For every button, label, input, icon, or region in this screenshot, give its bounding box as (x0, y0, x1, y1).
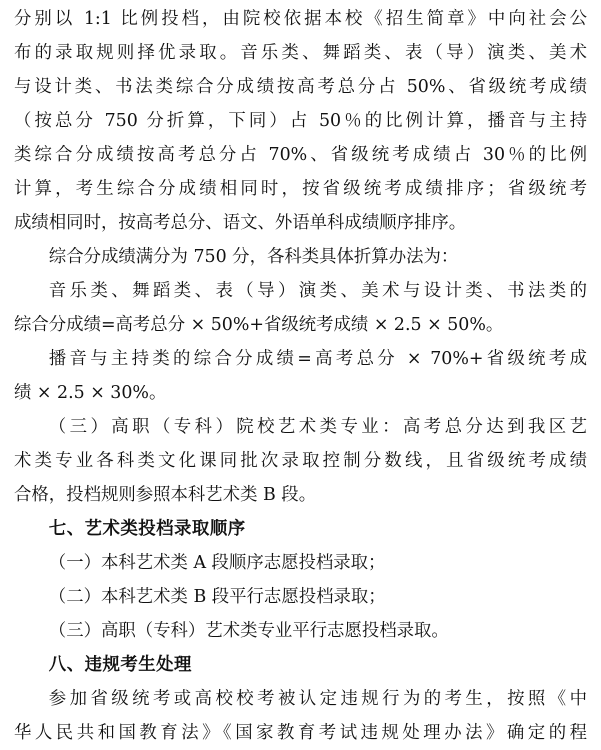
text-line: 合格，投档规则参照本科艺术类 B 段。 (14, 485, 317, 505)
text-line: 播音与主持类的综合分成绩=高考总分 × 70%+省级统考成 (48, 349, 587, 369)
list-item: （二）本科艺术类 B 段平行志愿投档录取； (48, 587, 386, 607)
text-line: 计算，考生综合分成绩相同时，按省级统考成绩排序；省级统考 (14, 179, 587, 199)
text-line: 绩 × 2.5 × 30%。 (14, 383, 167, 403)
text-line: 与设计类、书法类综合分成绩按高考总分占 50%、省级统考成绩 (14, 77, 587, 97)
text-line: 综合分成绩满分为 750 分，各科类具体折算办法为： (48, 247, 459, 267)
text-line: 成绩相同时，按高考总分、语文、外语单科成绩顺序排序。 (14, 213, 467, 233)
list-item: （三）高职（专科）艺术类专业平行志愿投档录取。 (48, 621, 449, 641)
text-line: 参加省级统考或高校校考被认定违规行为的考生，按照《中 (48, 689, 587, 709)
text-line: 综合分成绩=高考总分 × 50%+省级统考成绩 × 2.5 × 50%。 (14, 315, 504, 335)
text-line: 布的录取规则择优录取。音乐类、舞蹈类、表（导）演类、美术 (14, 43, 587, 63)
text-line: 音乐类、舞蹈类、表（导）演类、美术与设计类、书法类的 (48, 281, 587, 301)
text-line: 术类专业各科类文化课同批次录取控制分数线，且省级统考成绩 (14, 451, 587, 471)
text-line: （三）高职（专科）院校艺术类专业：高考总分达到我区艺 (48, 417, 587, 437)
text-line: 分别以 1:1 比例投档，由院校依据本校《招生简章》中向社会公 (14, 9, 587, 29)
section-heading-7: 七、艺术类投档录取顺序 (48, 519, 246, 539)
text-line: 类综合分成绩按高考总分占 70%、省级统考成绩占 30％的比例 (14, 145, 587, 165)
section-heading-8: 八、违规考生处理 (48, 655, 192, 675)
list-item: （一）本科艺术类 A 段顺序志愿投档录取； (48, 553, 386, 573)
text-line: 华人民共和国教育法》《国家教育考试违规处理办法》确定的程 (14, 723, 587, 743)
text-line: （按总分 750 分折算，下同）占 50％的比例计算，播音与主持 (14, 111, 587, 131)
